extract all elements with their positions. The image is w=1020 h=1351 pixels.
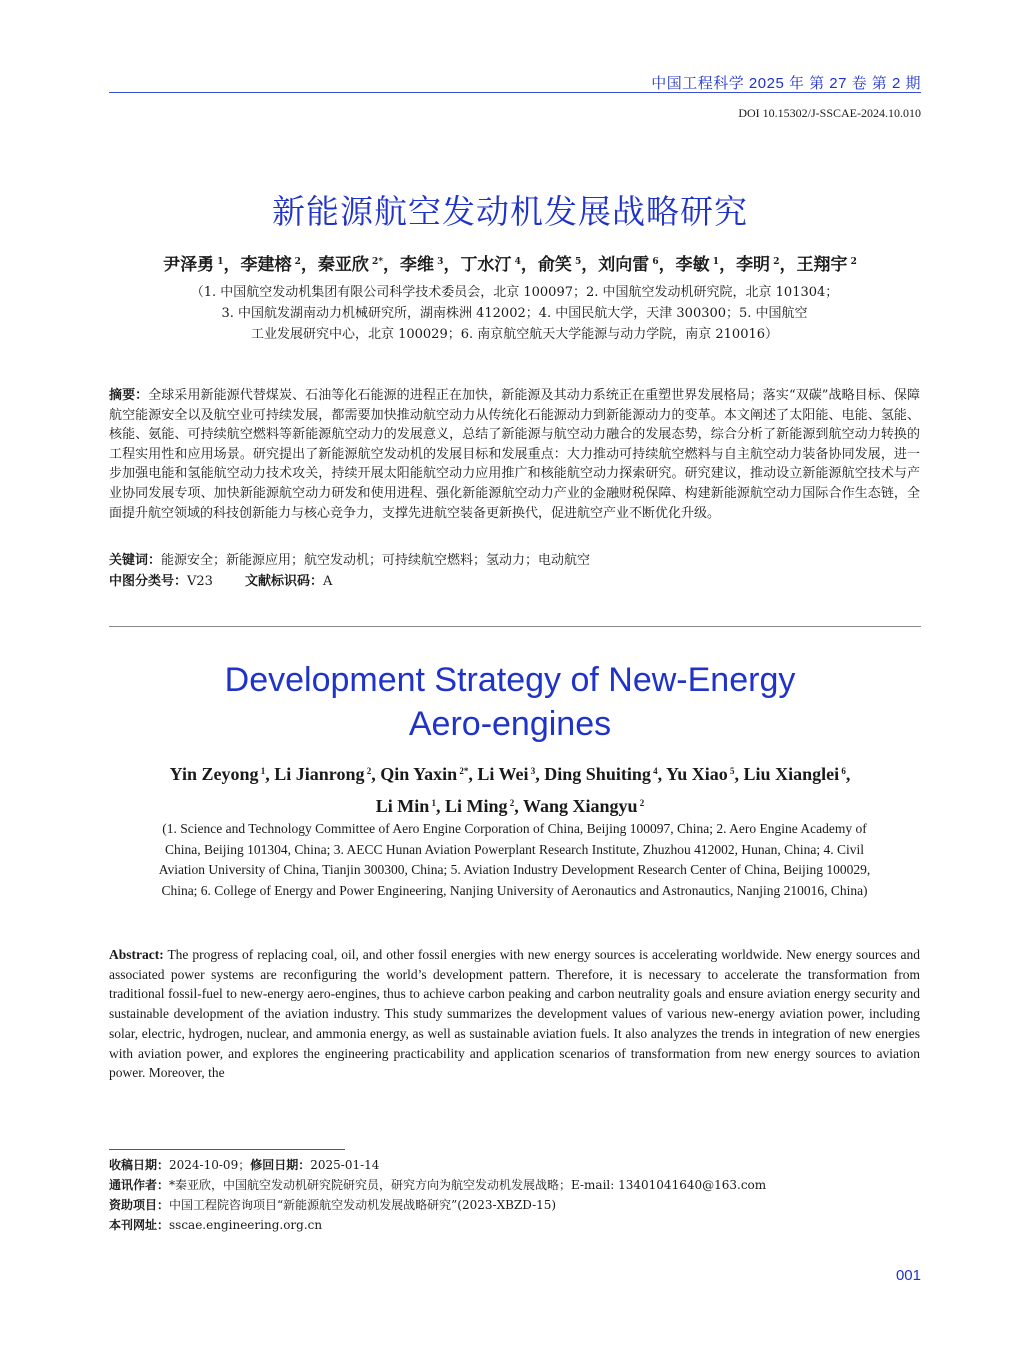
class-value: V23 <box>187 574 213 589</box>
chinese-abstract-text: 全球采用新能源代替煤炭、石油等化石能源的进程正在加快，新能源及其动力系统正在重塑世界发展格局；落实“双碳”战略目标、保障航空能源安全以及航空业可持续发展，都需要加快推动航空动力从传统化石能源动力到新能源动力的变革。本文阐述了太阳能、电能、氢能、核能、氨能、可持续航空燃料等新能源航空动力的发展意义，总结了新能源与航空动力融合的发展态势，综合分析了新能源到航空动力转换的工程实用性和应用场景。研究提出了新能源航空发动机的发展目标和发展重点：大力推动可持续航空燃料与自主航空动力装备协同发展，进一步加强电能和氢能航空动力技术攻关，持续开展太阳能航空动力应用推广和核能航空动力探索研究。研究建议，推动设立新能源航空技术与产业协同发展专项、加快新能源航空动力研发和使用进程、强化新能源航空动力产业的金融财税保障、构建新能源航空动力国际合作生态链，全面提升航空领域的科技创新能力与核心竞争力，支撑先进航空装备更新换代，促进航空产业不断优化升级。 <box>109 388 920 521</box>
english-affiliation-line: (1. Science and Technology Committee of Aero Engine Corporation of China, Beijing 100097, China; 2. Aero Engine Academy of <box>162 821 867 836</box>
author-name: Li Ming <box>445 796 508 816</box>
english-authors-line: Yin Zeyong $^1$, Li Jianrong $^2$, Qin Yaxin $^{2*}$, Li Wei $^3$, Ding Shuiting $^4$, Yu Xiao $^5$, Liu Xianglei $^6$, <box>169 764 851 784</box>
received-label: 收稿日期： <box>109 1158 170 1172</box>
english-affiliation-line: China; 6. College of Energy and Power Engineering, Nanjing University of Aeronautics and Astronautics, Nanjing 210016, China) <box>161 882 868 898</box>
author-affiliation-marker: 6 <box>839 766 846 776</box>
funding-value: 中国工程院咨询项目“新能源航空发动机发展战略研究”(2023-XBZD-15) <box>169 1198 557 1212</box>
author-affiliation-marker: 6 <box>649 257 659 267</box>
author-name: 李敏 <box>675 255 710 275</box>
url-label: 本刊网址： <box>109 1218 170 1232</box>
author-name: Li Wei <box>477 764 529 784</box>
received-value: 2024-10-09； <box>169 1158 251 1172</box>
author-name: 李维 <box>400 255 435 275</box>
author-affiliation-marker: 3 <box>434 257 444 267</box>
footnote-dates <box>109 1155 920 1175</box>
chinese-affiliation-line: （1. 中国航空发动机集团有限公司科学技术委员会，北京 100097；2. 中国航空发动机研究院，北京 101304； <box>190 285 839 300</box>
author-affiliation-marker: 2 <box>770 257 780 267</box>
class-label: 中图分类号： <box>109 574 188 589</box>
doc-code-value: A <box>322 574 333 589</box>
footnote-url <box>109 1215 920 1235</box>
author-name: Yu Xiao <box>665 764 728 784</box>
chinese-classification <box>109 570 920 589</box>
author-name: 丁水汀 <box>460 255 512 275</box>
author-affiliation-marker: 1 <box>709 257 720 267</box>
corresponding-value[interactable]: *秦亚欣，中国航空发动机研究院研究员，研究方向为航空发动机发展战略；E-mail: 13401041640@163.com <box>169 1178 767 1192</box>
english-authors-line: Li Min $^1$, Li Ming $^2$, Wang Xiangyu $^2$ <box>375 796 645 816</box>
section-divider <box>109 626 921 627</box>
header-rule <box>109 92 921 93</box>
author-name: Wang Xiangyu <box>522 796 638 816</box>
author-name: 俞笑 <box>537 255 572 275</box>
chinese-affiliation-line: 工业发展研究中心，北京 100029；6. 南京航空航天大学能源与动力学院，南京 210016） <box>250 327 779 342</box>
author-name: 李建榕 <box>240 255 292 275</box>
author-name: Yin Zeyong <box>169 764 259 784</box>
footnote-funding <box>109 1195 920 1215</box>
footnotes <box>109 1155 920 1235</box>
page-number: 001 <box>895 1267 921 1284</box>
english-title-line: Development Strategy of New-Energy <box>224 661 796 699</box>
doc-code-label: 文献标识码： <box>244 574 323 589</box>
author-name: 刘向雷 <box>598 255 650 275</box>
english-abstract-text: The progress of replacing coal, oil, and other fossil energies with new energy sources is accelerating worldwide. New energy sources and associated power systems are reconfiguring the world’s development pattern. Therefore, it is necessary to accelerate the transformation from traditional fossil-fuel to new-energy aero-engines, thus to achieve carbon peaking and carbon neutrality goals and ensure aviation energy security and sustainable development of the aviation industry. This study summarizes the development values of various new-energy aviation power, including solar, electric, hydrogen, nuclear, and ammonia energy, as well as sustainable aviation fuels. It also analyzes the trends in integration of new energies with aviation power, and explores the engineering practicability and application scenarios of transformation from new energy sources to aviation power. Moreover, the <box>109 947 920 1081</box>
author-affiliation-marker: 5 <box>571 257 582 267</box>
author-affiliation-marker: 2 <box>847 257 857 267</box>
chinese-keywords-text: 能源安全；新能源应用；航空发动机；可持续航空燃料；氢动力；电动航空 <box>161 553 591 568</box>
english-affiliation-line: Aviation University of China, Tianjin 300300, China; 5. Aviation Industry Development Research Center of China, Beijing 100029, <box>158 862 871 877</box>
funding-label: 资助项目： <box>109 1198 170 1212</box>
journal-issue: 中国工程科学 2025 年 第 27 卷 第 2 期 <box>651 75 921 92</box>
english-affiliation-line: China, Beijing 101304, China; 3. AECC Hunan Aviation Powerplant Research Institute, Zhuzhou 412002, Hunan, China; 4. Civil <box>164 841 865 857</box>
author-affiliation-marker: 4 <box>511 257 521 267</box>
chinese-affiliations <box>109 282 920 345</box>
footnote-corresponding <box>109 1175 920 1195</box>
author-affiliation-marker: 2* <box>368 257 384 267</box>
author-affiliation-marker: 4 <box>650 766 658 776</box>
author-name: Qin Yaxin <box>380 764 458 784</box>
revised-label: 修回日期： <box>250 1158 311 1172</box>
english-abstract-label: Abstract: <box>109 947 164 962</box>
footnote-rule <box>109 1149 345 1150</box>
english-authors <box>0 757 1020 821</box>
chinese-keywords <box>109 549 920 568</box>
corresponding-label: 通讯作者： <box>109 1178 170 1192</box>
author-name: 王翔宇 <box>796 255 848 275</box>
chinese-keywords-label: 关键词： <box>109 553 162 568</box>
author-name: Liu Xianglei <box>743 764 840 784</box>
author-affiliation-marker: 1 <box>214 257 224 267</box>
author-affiliation-marker: 2 <box>364 766 372 776</box>
author-name: 秦亚欣 <box>317 255 369 275</box>
doi[interactable]: DOI 10.15302/J-SSCAE-2024.10.010 <box>738 106 921 120</box>
author-name: Li Min <box>375 796 430 816</box>
author-name: Ding Shuiting <box>544 764 651 784</box>
author-affiliation-marker: 3 <box>528 766 536 776</box>
author-name: 李明 <box>736 255 771 275</box>
english-title-line: Aero-engines <box>408 705 612 743</box>
english-abstract <box>109 945 920 1083</box>
url-value[interactable]: sscae.engineering.org.cn <box>169 1218 323 1232</box>
english-title <box>0 658 1020 746</box>
author-affiliation-marker: 2 <box>507 798 515 808</box>
english-affiliations <box>109 819 920 901</box>
author-affiliation-marker: 2 <box>637 798 645 808</box>
author-affiliation-marker: 1 <box>258 766 266 776</box>
author-name: Li Jianrong <box>274 764 365 784</box>
chinese-abstract <box>109 386 920 523</box>
author-affiliation-marker: 2 <box>291 257 301 267</box>
author-name: 尹泽勇 <box>163 255 215 275</box>
author-affiliation-marker: 5 <box>727 766 735 776</box>
chinese-authors: 尹泽勇 $^1$，李建榕 $^2$，秦亚欣 $^{2*}$，李维 $^3$，丁水汀 $^4$，俞笑 $^5$，刘向雷 $^6$，李敏 $^1$，李明 $^2$，王翔宇 $^2$ <box>163 255 857 275</box>
author-affiliation-marker: 2* <box>457 766 469 776</box>
chinese-affiliation-line: 3. 中国航发湖南动力机械研究所，湖南株洲 412002；4. 中国民航大学，天津 300300；5. 中国航空 <box>221 306 808 321</box>
chinese-abstract-label: 摘要： <box>109 388 149 403</box>
author-affiliation-marker: 1 <box>429 798 436 808</box>
chinese-title: 新能源航空发动机发展战略研究 <box>272 192 748 231</box>
revised-value: 2025-01-14 <box>310 1158 380 1172</box>
